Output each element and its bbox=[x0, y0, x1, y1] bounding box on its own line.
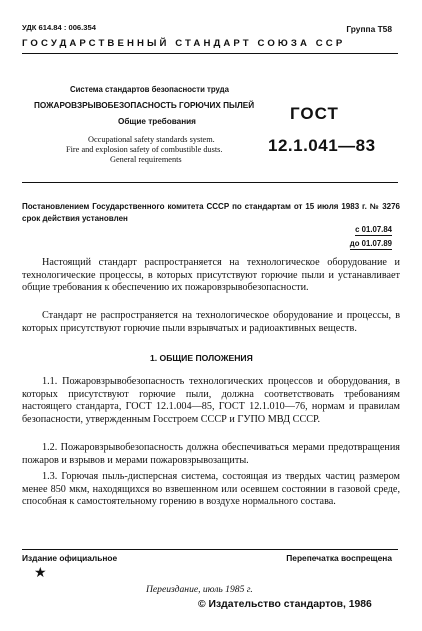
udk-code: УДК 614.84 : 006.354 bbox=[22, 23, 96, 32]
gost-label: ГОСТ bbox=[290, 104, 339, 123]
series-title: Система стандартов безопасности труда bbox=[70, 85, 229, 94]
reprint-notice: Перепечатка воспрещена bbox=[286, 553, 392, 563]
footer-divider bbox=[22, 549, 398, 550]
english-title-line: Fire and explosion safety of combustible dusts. bbox=[66, 145, 223, 154]
valid-from-date: с 01.07.84 bbox=[355, 225, 392, 234]
english-title-line: General requirements bbox=[110, 155, 182, 164]
document-subtitle: Общие требования bbox=[118, 117, 196, 126]
document-title: ПОЖАРОВЗРЫВОБЕЗОПАСНОСТЬ ГОРЮЧИХ ПЫЛЕЙ bbox=[34, 101, 255, 110]
clause-1-3: 1.3. Горючая пыль-дисперсная система, состоящая из твердых частиц размером менее 850 мкм, находящихся во взвешенном или осевшем состоянии в газовой среде, способная к самостоятельному горению в воздухе нормального состава. bbox=[22, 471, 400, 508]
reissue-note: Переиздание, июль 1985 г. bbox=[146, 584, 253, 595]
gost-number: 12.1.041—83 bbox=[268, 136, 376, 155]
copyright-notice: © Издательство стандартов, 1986 bbox=[198, 599, 372, 610]
official-edition-label: Издание официальное bbox=[22, 553, 118, 563]
decree-text: Постановлением Государственного комитета СССР по стандартам от 15 июля 1983 г. № 3276 срок действия установлен bbox=[22, 202, 400, 223]
section-heading: 1. ОБЩИЕ ПОЛОЖЕНИЯ bbox=[150, 353, 253, 363]
clause-1-1: 1.1. Пожаровзрывобезопасность технологических процессов и оборудования, в которых присутствуют горючие пыли, должна соответствовать требованиям настоящего стандарта, ГОСТ 12.1.004—85, ГОСТ 12.1.010—76, нормам и правилам безопасности, утвержденным Госстроем СССР и ГУПО МВД СССР. bbox=[22, 376, 400, 425]
valid-to-date: до 01.07.89 bbox=[349, 239, 392, 248]
group-code: Группа Т58 bbox=[346, 24, 392, 34]
title-divider bbox=[22, 182, 398, 183]
scope-paragraph: Настоящий стандарт распространяется на технологическое оборудование и технологические процессы, в которых присутствуют горючие пыли и устанавливает общие требования к обеспечению их пожаровзрывобезопасности. bbox=[22, 257, 400, 294]
star-icon: ★ bbox=[34, 566, 47, 581]
exclusion-paragraph: Стандарт не распространяется на технологическое оборудование и процессы, в которых присутствуют горючие пыли взрывчатых и радиоактивных веществ. bbox=[22, 310, 400, 334]
standard-banner: ГОСУДАРСТВЕННЫЙ СТАНДАРТ СОЮЗА ССР bbox=[22, 38, 346, 49]
top-divider bbox=[22, 53, 398, 54]
clause-1-2: 1.2. Пожаровзрывобезопасность должна обеспечиваться мерами предотвращения пожаров и взрывов и мерами пожаровзрывозащиты. bbox=[22, 442, 400, 466]
english-title-line: Occupational safety standards system. bbox=[88, 135, 215, 144]
